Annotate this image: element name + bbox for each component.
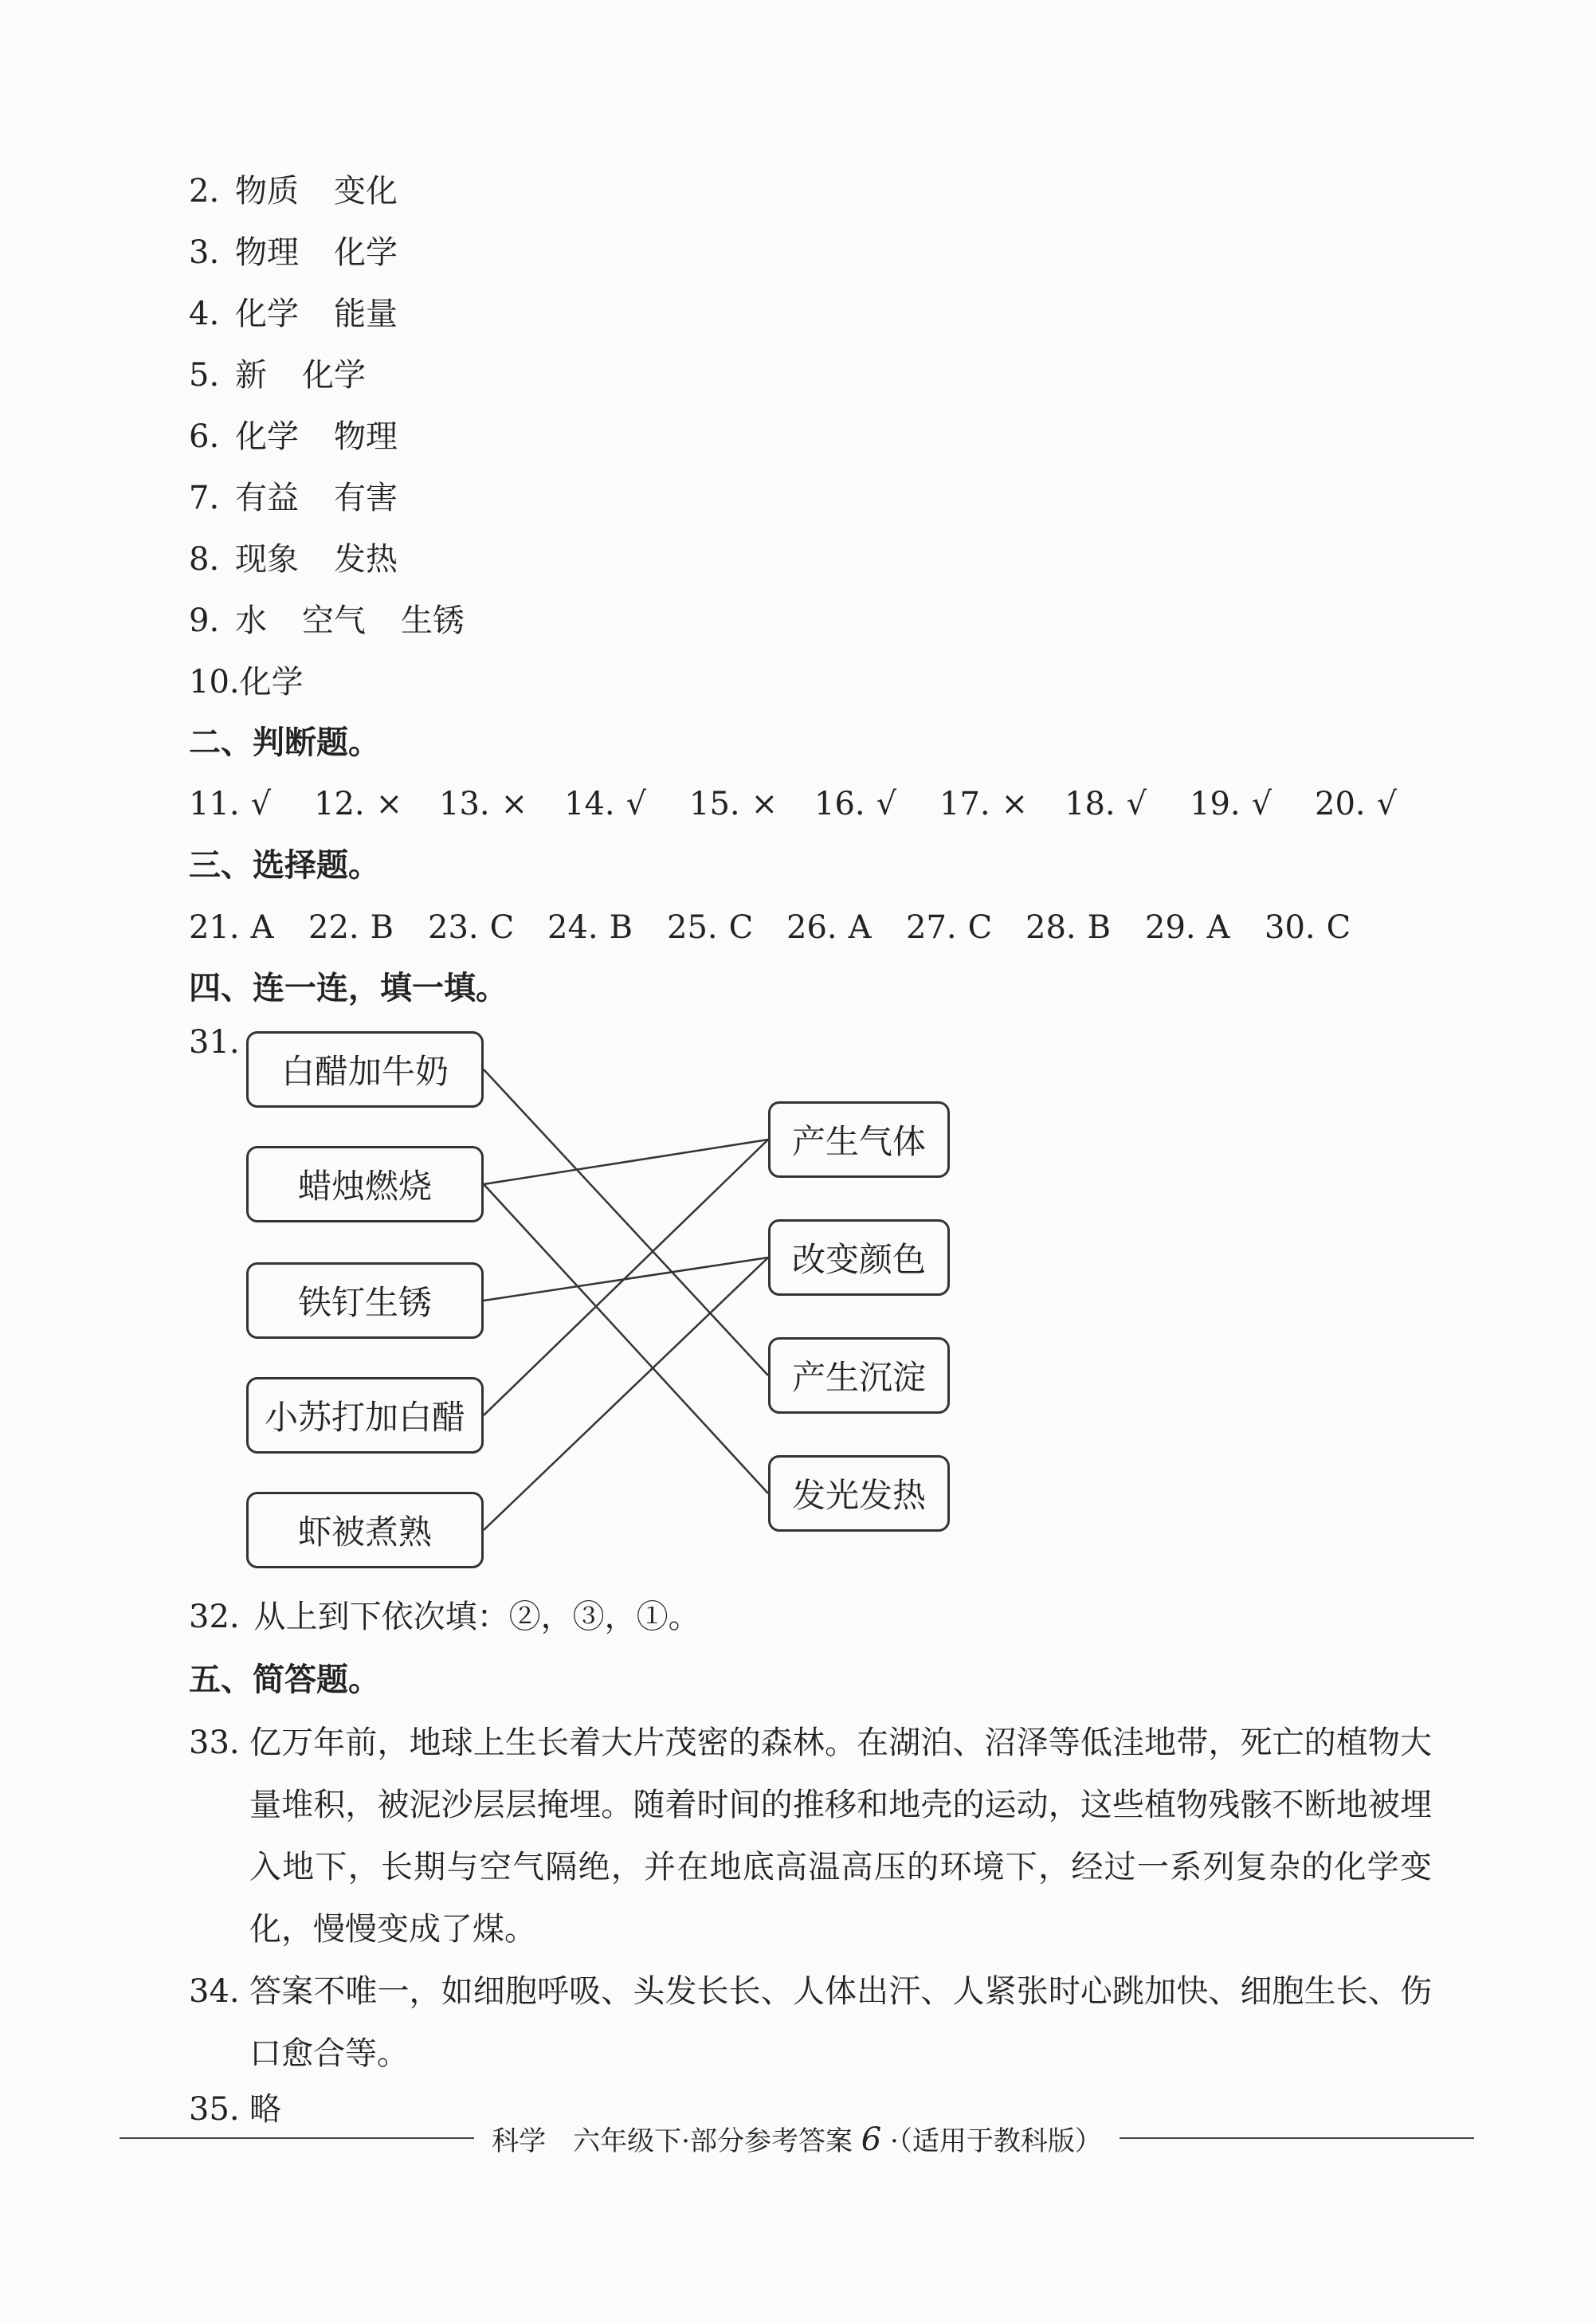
answer-item [1065, 782, 1147, 826]
match-right-box: 发光发热 [768, 1455, 950, 1532]
question-number: 12. [314, 786, 365, 822]
match-connection-line [484, 1184, 768, 1493]
question-number: 18. [1065, 786, 1116, 822]
answer-mark: √ [1126, 786, 1147, 822]
answer-item [189, 782, 271, 826]
question-33 [189, 1712, 1432, 1960]
answer-item [439, 782, 527, 826]
answer-item [1025, 905, 1111, 950]
match-connection-line [484, 1258, 768, 1530]
answer-mark: × [751, 786, 778, 822]
match-connection-line [484, 1069, 768, 1375]
answer-mark: √ [876, 786, 897, 822]
answer-text: 从上到下依次填：②，③，①。 [253, 1599, 700, 1635]
question-number: 2. [189, 173, 220, 210]
answer-item [689, 782, 778, 826]
match-connection-line [484, 1258, 768, 1301]
match-left-box: 白醋加牛奶 [246, 1031, 484, 1108]
match-connection-line [484, 1140, 768, 1415]
fill-answer-line [189, 537, 398, 582]
question-34 [189, 1960, 1432, 2085]
answer-mark: × [1001, 786, 1029, 822]
question-number: 15. [689, 786, 740, 822]
answer-word: 能量 [334, 296, 398, 332]
footer-text [474, 2119, 1120, 2158]
page-footer [120, 2116, 1474, 2160]
question-number: 4. [189, 296, 220, 332]
answer-word: 物质 [235, 173, 299, 210]
answer-text: 亿万年前，地球上生长着大片茂密的森林。在湖泊、沼泽等低洼地带，死亡的植物大量堆积，被泥沙层层掩埋。随着时间的推移和地壳的运动，这些植物残骸不断地被埋入地下，长期与空气隔绝，并在地底高温高压的环境下，经过一系列复杂的化学变化，慢慢变成了煤。 [249, 1725, 1432, 1948]
question-number: 22. [308, 909, 359, 946]
answer-item [1190, 782, 1272, 826]
answer-mark: B [609, 909, 633, 946]
answer-word: 变化 [334, 173, 398, 210]
answer-word: 水 [235, 602, 267, 639]
question-number: 20. [1315, 786, 1366, 822]
question-number: 5. [189, 357, 220, 394]
fill-answer-line [189, 169, 398, 214]
section-heading-judge: 二、判断题。 [189, 724, 380, 761]
question-number: 27. [906, 909, 957, 946]
match-left-box: 小苏打加白醋 [246, 1377, 484, 1454]
answer-word: 生锈 [401, 602, 465, 639]
question-number: 29. [1145, 909, 1196, 946]
answer-item [1145, 905, 1230, 950]
answer-mark: C [489, 909, 515, 946]
question-number: 33. [189, 1725, 240, 1761]
question-number: 32. [189, 1599, 240, 1635]
question-number: 31. [189, 1024, 240, 1061]
answer-item [1315, 782, 1397, 826]
section-heading-short-answer: 五、简答题。 [189, 1662, 380, 1698]
answer-word: 新 [235, 357, 267, 394]
answer-item [667, 905, 753, 950]
answer-word: 有害 [334, 480, 398, 516]
question-number: 17. [939, 786, 990, 822]
matching-diagram [189, 1020, 986, 1578]
answer-item [189, 905, 274, 950]
answer-item [314, 782, 402, 826]
question-number: 21. [189, 909, 240, 946]
answer-mark: × [500, 786, 528, 822]
answer-mark: C [967, 909, 993, 946]
answer-item [308, 905, 394, 950]
answer-item [814, 782, 896, 826]
answer-mark: A [250, 909, 274, 946]
answer-mark: C [728, 909, 754, 946]
answer-item [564, 782, 646, 826]
answer-mark: A [848, 909, 872, 946]
answer-word: 物理 [235, 234, 299, 271]
question-number: 19. [1190, 786, 1241, 822]
answer-word: 化学 [235, 296, 299, 332]
question-number: 3. [189, 234, 220, 271]
question-number: 35. [189, 2091, 240, 2128]
question-number: 25. [667, 909, 718, 946]
match-right-box: 产生沉淀 [768, 1337, 950, 1414]
answer-word: 化学 [235, 418, 299, 455]
footer-title: 科学 六年级下·部分参考答案 [492, 2125, 853, 2157]
match-left-box: 蜡烛燃烧 [246, 1146, 484, 1222]
question-number: 24. [547, 909, 598, 946]
answer-item [1265, 905, 1351, 950]
answer-mark: A [1206, 909, 1230, 946]
answer-word: 物理 [334, 418, 398, 455]
fill-answer-line [189, 660, 304, 704]
fill-answer-line [189, 230, 398, 275]
match-left-box: 虾被煮熟 [246, 1492, 484, 1568]
question-number: 8. [189, 541, 220, 578]
answer-word: 空气 [302, 602, 366, 639]
footer-rule-right [1120, 2137, 1474, 2139]
answer-item [906, 905, 992, 950]
answer-item [547, 905, 633, 950]
fill-answer-line [189, 292, 398, 336]
answer-item [939, 782, 1028, 826]
answer-word: 化学 [239, 664, 304, 700]
answer-mark: √ [1376, 786, 1398, 822]
fill-answer-line [189, 598, 465, 643]
match-left-box: 铁钉生锈 [246, 1262, 484, 1339]
question-number: 23. [428, 909, 479, 946]
fill-answer-line [189, 414, 398, 459]
match-connection-line [484, 1140, 768, 1184]
question-number: 7. [189, 480, 220, 516]
match-right-box: 产生气体 [768, 1101, 950, 1178]
question-number: 34. [189, 1973, 240, 2010]
question-number: 6. [189, 418, 220, 455]
question-number: 26. [786, 909, 837, 946]
answer-mark: B [370, 909, 394, 946]
answer-mark: √ [250, 786, 272, 822]
footer-rule-left [120, 2137, 474, 2139]
question-number: 9. [189, 602, 220, 639]
question-number: 11. [189, 786, 240, 822]
answer-word: 有益 [235, 480, 299, 516]
question-number: 30. [1265, 909, 1316, 946]
section-heading-matching: 四、连一连，填一填。 [189, 970, 508, 1007]
answer-word: 发热 [334, 541, 398, 578]
fill-answer-line [189, 476, 398, 520]
answer-item [428, 905, 514, 950]
answer-mark: C [1326, 909, 1351, 946]
section-heading-choice: 三、选择题。 [189, 847, 380, 884]
fill-answer-line [189, 353, 366, 398]
answer-mark: √ [1251, 786, 1272, 822]
answer-mark: × [375, 786, 403, 822]
page-number: 6 [861, 2121, 882, 2158]
answer-word: 化学 [302, 357, 366, 394]
answer-text: 答案不唯一，如细胞呼吸、头发长长、人体出汗、人紧张时心跳加快、细胞生长、伤口愈合等。 [249, 1973, 1432, 2072]
answer-item [786, 905, 872, 950]
question-number: 14. [564, 786, 615, 822]
answer-word: 现象 [235, 541, 299, 578]
answer-text: 略 [249, 2091, 281, 2128]
footer-edition: ·（适用于教科版） [890, 2125, 1102, 2157]
question-number: 10. [189, 664, 240, 700]
answer-word: 化学 [334, 234, 398, 271]
answer-mark: √ [625, 786, 647, 822]
question-32 [189, 1595, 700, 1639]
match-right-box: 改变颜色 [768, 1219, 950, 1296]
question-number: 13. [439, 786, 490, 822]
question-number: 16. [814, 786, 865, 822]
answer-mark: B [1087, 909, 1112, 946]
question-number: 28. [1025, 909, 1076, 946]
